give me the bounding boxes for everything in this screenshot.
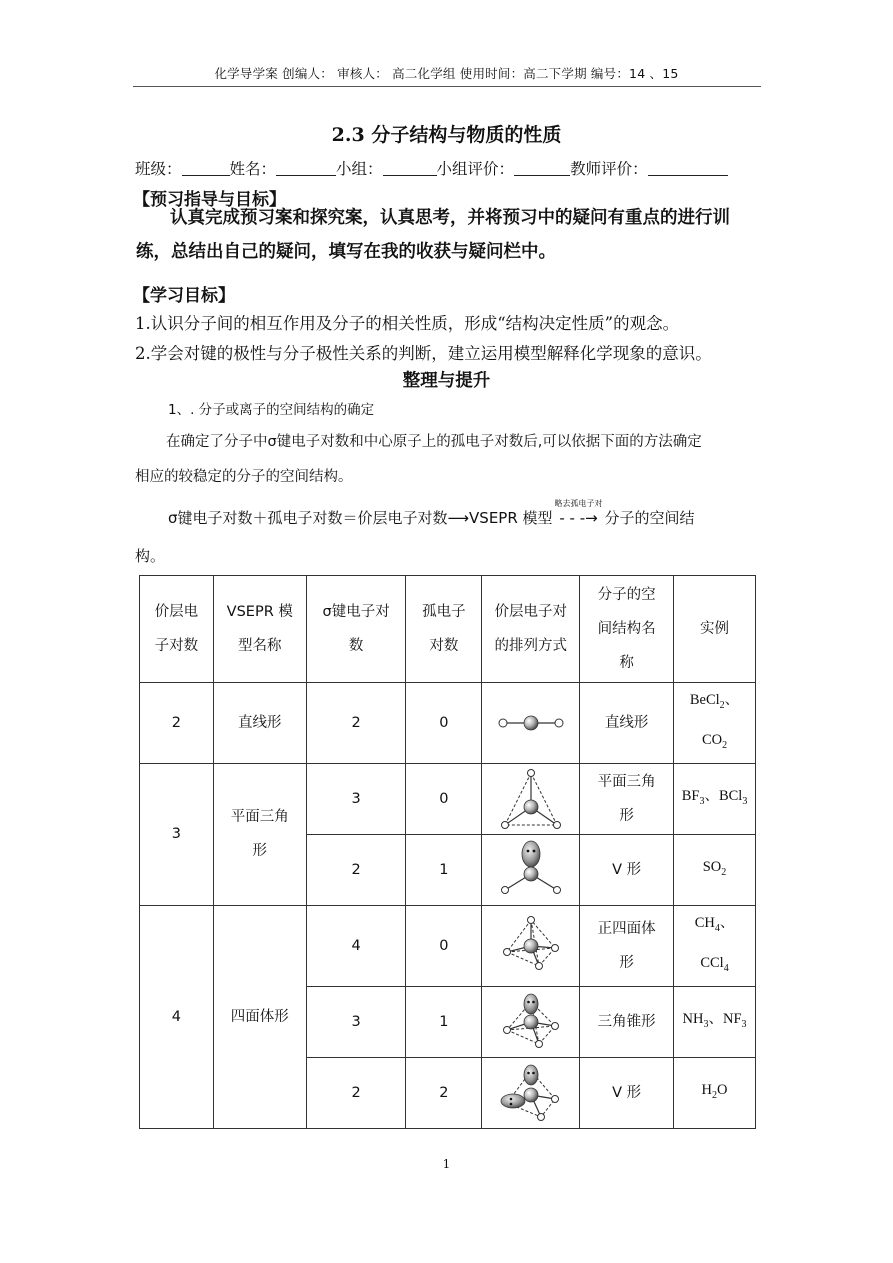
- class-label: 班级：: [135, 160, 182, 178]
- arrangement-cell: [482, 905, 580, 986]
- linear-icon: [495, 711, 567, 735]
- labeled-arrow: [553, 499, 605, 527]
- bent-one-lone-pair-icon: [495, 838, 567, 902]
- dashed-arrow-icon: ‐ ‐ ‐→: [559, 509, 598, 527]
- header-cell: 实例: [674, 576, 756, 683]
- teacher-eval-blank[interactable]: [648, 161, 728, 176]
- pairs-cell: 2: [140, 683, 214, 764]
- header-cell: VSEPR 模 型名称: [213, 576, 306, 683]
- trigonal-planar-icon: [495, 767, 567, 831]
- pairs-cell: 4: [140, 905, 214, 1128]
- shape-cell: V 形: [580, 1057, 674, 1128]
- lone-cell: 0: [406, 905, 482, 986]
- shape-cell: 直线形: [580, 683, 674, 764]
- preview-line-2: 练，总结出自己的疑问，填写在我的收获与疑问栏中。: [136, 242, 556, 262]
- table-row: [140, 905, 756, 986]
- teacher-eval-label: 教师评价：: [570, 160, 648, 178]
- lone-cell: 0: [406, 683, 482, 764]
- shape-cell: 平面三角 形: [580, 763, 674, 834]
- formula-part-b: VSEPR 模型: [469, 509, 553, 527]
- sigma-cell: 3: [306, 763, 406, 834]
- lone-cell: 0: [406, 763, 482, 834]
- subsection-title: 1、. 分子或离子的空间结构的确定: [168, 402, 375, 418]
- arrangement-cell: [482, 1057, 580, 1128]
- lone-cell: 1: [406, 834, 482, 905]
- example-cell: $BF_3$、BCl$_3$: [674, 763, 756, 834]
- arrow-label: 略去孤电子对: [554, 499, 603, 508]
- header-cell: σ键电子对 数: [306, 576, 406, 683]
- sigma-cell: 2: [306, 683, 406, 764]
- example-cell: $SO_2$: [674, 834, 756, 905]
- name-label: 姓名：: [229, 160, 277, 178]
- table-header-row: [140, 576, 756, 683]
- class-blank[interactable]: [182, 161, 230, 176]
- student-info-line: [135, 157, 728, 179]
- formula-part-c: 分子的空间结: [604, 509, 695, 527]
- arrangement-cell: [482, 834, 580, 905]
- arrangement-cell: [482, 683, 580, 764]
- lone-cell: 1: [406, 986, 482, 1057]
- shape-cell: 正四面体 形: [580, 905, 674, 986]
- header-divider: [133, 86, 761, 87]
- example-cell: $CH_4$、 CCl$_4$: [674, 905, 756, 986]
- example-cell: $H_2O$: [674, 1057, 756, 1128]
- pairs-cell: 3: [140, 763, 214, 905]
- shape-cell: 三角锥形: [580, 986, 674, 1057]
- group-eval-label: 小组评价：: [436, 160, 515, 178]
- formula-continuation: 构。: [135, 547, 166, 565]
- formula-part-a: σ键电子对数＋孤电子对数＝价层电子对数: [168, 509, 448, 527]
- group-eval-blank[interactable]: [514, 161, 570, 176]
- shape-cell: V 形: [580, 834, 674, 905]
- vsepr-cell: 平面三角 形: [213, 763, 306, 905]
- method-paragraph-line-1: 在确定了分子中σ键电子对数和中心原子上的孤电子对数后,可以依据下面的方法确定: [166, 434, 702, 450]
- table-row: [140, 683, 756, 764]
- bent-two-lone-pairs-icon: [495, 1061, 567, 1125]
- goals-heading: 【学习目标】: [133, 286, 235, 306]
- arrangement-cell: [482, 986, 580, 1057]
- header-cell: 价层电 子对数: [140, 576, 214, 683]
- arrangement-cell: [482, 763, 580, 834]
- preview-heading: 【预习指导与目标】: [133, 190, 286, 210]
- method-paragraph-line-2: 相应的较稳定的分子的空间结构。: [135, 469, 353, 485]
- vsepr-table: [139, 575, 756, 1129]
- trigonal-pyramidal-icon: [495, 990, 567, 1054]
- vsepr-cell: 直线形: [213, 683, 306, 764]
- goal-item-1: 1.认识分子间的相互作用及分子的相关性质，形成“结构决定性质”的观念。: [135, 314, 680, 333]
- sigma-cell: 2: [306, 1057, 406, 1128]
- sigma-cell: 4: [306, 905, 406, 986]
- tetrahedral-icon: [495, 914, 567, 978]
- page-title: 2.3 分子结构与物质的性质: [331, 124, 562, 146]
- page-number: 1: [442, 1157, 451, 1171]
- example-cell: BeCl$_2$、 $CO_2$: [674, 683, 756, 764]
- vsepr-cell: 四面体形: [213, 905, 306, 1128]
- sigma-cell: 2: [306, 834, 406, 905]
- group-blank[interactable]: [383, 161, 437, 176]
- goal-item-2: 2.学会对键的极性与分子极性关系的判断，建立运用模型解释化学现象的意识。: [135, 344, 712, 363]
- header-cell: 孤电子 对数: [406, 576, 482, 683]
- lone-cell: 2: [406, 1057, 482, 1128]
- preview-line-1: 认真完成预习案和探究案，认真思考，并将预习中的疑问有重点的进行训: [170, 208, 730, 228]
- name-blank[interactable]: [276, 161, 336, 176]
- example-cell: $NH_3$、$NF_3$: [674, 986, 756, 1057]
- arrow-icon: ⟶: [447, 509, 470, 527]
- sigma-cell: 3: [306, 986, 406, 1057]
- header-cell: 价层电子对 的排列方式: [482, 576, 580, 683]
- formula-line: [168, 499, 695, 528]
- page-header: 化学导学案 创编人： 审核人： 高二化学组 使用时间：高二下学期 编号：14 、15: [214, 66, 679, 81]
- section-heading: 整理与提升: [402, 371, 491, 391]
- header-cell: 分子的空 间结构名 称: [580, 576, 674, 683]
- table-row: [140, 763, 756, 834]
- group-label: 小组：: [336, 160, 383, 178]
